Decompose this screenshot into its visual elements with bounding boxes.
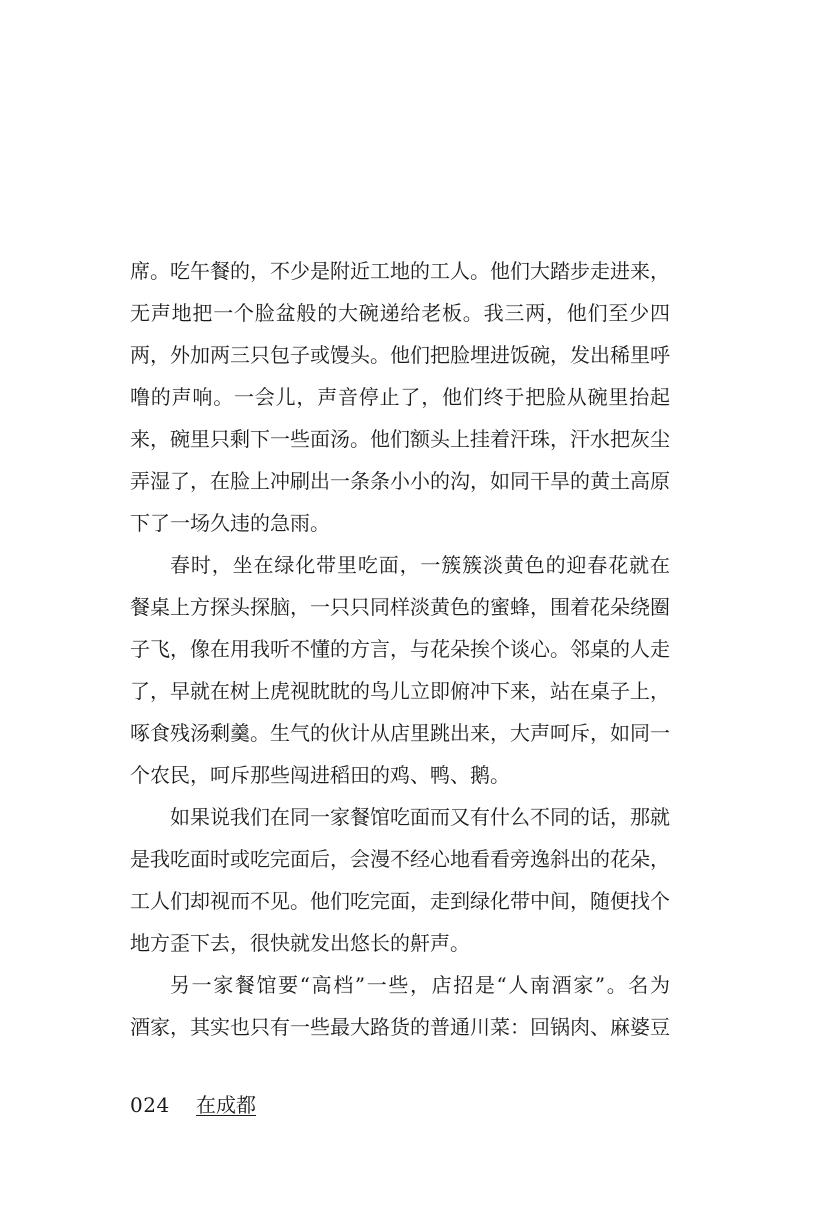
text-line: 席。吃午餐的，不少是附近工地的工人。他们大踏步走进来， xyxy=(130,259,670,283)
text-line: 工人们却视而不见。他们吃完面，走到绿化带中间，随便找个 xyxy=(130,889,670,913)
text-line: 个农民，呵斥那些闯进稻田的鸡、鸭、鹅。 xyxy=(130,763,510,787)
text-line: 无声地把一个脸盆般的大碗递给老板。我三两，他们至少四 xyxy=(130,301,670,325)
text-line: 另一家餐馆要“高档”一些，店招是“人南酒家”。名为 xyxy=(170,973,670,997)
text-line: 噜的声响。一会儿，声音停止了，他们终于把脸从碗里抬起 xyxy=(130,385,670,409)
text-line: 了，早就在树上虎视眈眈的鸟儿立即俯冲下来，站在桌子上， xyxy=(130,679,670,703)
page-footer xyxy=(130,1090,256,1120)
body-text xyxy=(130,250,670,1048)
text-line: 是我吃面时或吃完面后，会漫不经心地看看旁逸斜出的花朵， xyxy=(130,847,670,871)
running-title: 在成都 xyxy=(196,1093,257,1117)
text-line: 地方歪下去，很快就发出悠长的鼾声。 xyxy=(130,931,470,955)
paragraph-4 xyxy=(130,964,670,1048)
text-line: 餐桌上方探头探脑，一只只同样淡黄色的蜜蜂，围着花朵绕圈 xyxy=(130,595,670,619)
text-line: 酒家，其实也只有一些最大路货的普通川菜：回锅肉、麻婆豆 xyxy=(130,1015,670,1039)
page-number: 024 xyxy=(130,1093,170,1117)
paragraph-2 xyxy=(130,544,670,796)
text-line: 如果说我们在同一家餐馆吃面而又有什么不同的话，那就 xyxy=(170,805,670,829)
text-line: 下了一场久违的急雨。 xyxy=(130,511,330,535)
text-line: 弄湿了，在脸上冲刷出一条条小小的沟，如同干旱的黄土高原 xyxy=(130,469,670,493)
text-line: 两，外加两三只包子或馒头。他们把脸埋进饭碗，发出稀里呼 xyxy=(130,343,670,367)
text-line: 子飞，像在用我听不懂的方言，与花朵挨个谈心。邻桌的人走 xyxy=(130,637,670,661)
text-line: 啄食残汤剩羹。生气的伙计从店里跳出来，大声呵斥，如同一 xyxy=(130,721,670,745)
paragraph-1 xyxy=(130,250,670,544)
text-line: 来，碗里只剩下一些面汤。他们额头上挂着汗珠，汗水把灰尘 xyxy=(130,427,670,451)
text-line: 春时，坐在绿化带里吃面，一簇簇淡黄色的迎春花就在 xyxy=(170,553,670,577)
paragraph-3 xyxy=(130,796,670,964)
